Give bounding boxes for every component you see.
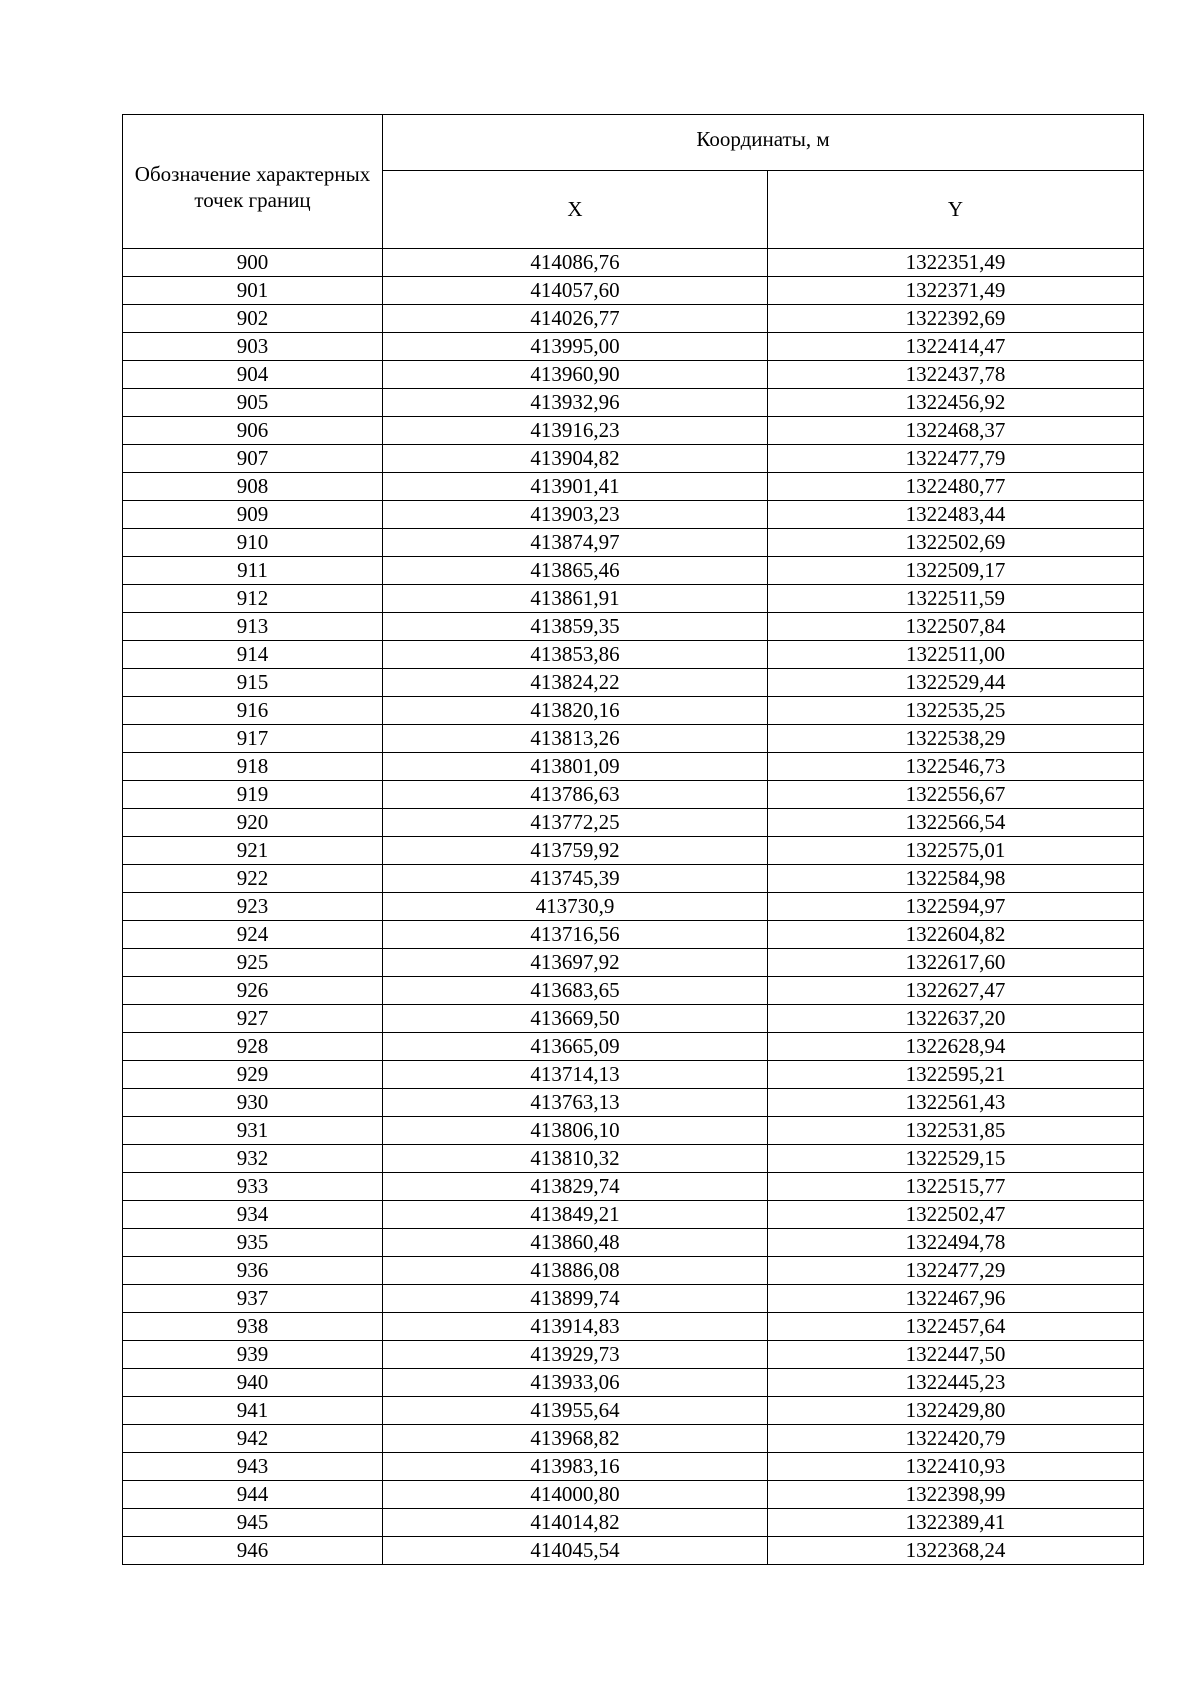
table-row bbox=[123, 1173, 1144, 1201]
y-coordinate-cell: 1322468,37 bbox=[768, 417, 1144, 445]
x-coordinate-cell: 413983,16 bbox=[383, 1453, 768, 1481]
x-coordinate-cell: 413853,86 bbox=[383, 641, 768, 669]
y-coordinate-cell: 1322529,44 bbox=[768, 669, 1144, 697]
point-cell: 907 bbox=[123, 445, 383, 473]
x-coordinate-cell: 413786,63 bbox=[383, 781, 768, 809]
table-row bbox=[123, 1285, 1144, 1313]
y-coordinate-cell: 1322483,44 bbox=[768, 501, 1144, 529]
x-coordinate-cell: 413933,06 bbox=[383, 1369, 768, 1397]
point-cell: 909 bbox=[123, 501, 383, 529]
table-row bbox=[123, 1061, 1144, 1089]
x-coordinate-cell: 413745,39 bbox=[383, 865, 768, 893]
table-row bbox=[123, 361, 1144, 389]
point-cell: 922 bbox=[123, 865, 383, 893]
table-row bbox=[123, 249, 1144, 277]
table-row bbox=[123, 1033, 1144, 1061]
table-row bbox=[123, 809, 1144, 837]
y-coordinate-cell: 1322535,25 bbox=[768, 697, 1144, 725]
x-coordinate-cell: 413904,82 bbox=[383, 445, 768, 473]
table-row bbox=[123, 1089, 1144, 1117]
x-coordinate-cell: 413968,82 bbox=[383, 1425, 768, 1453]
x-coordinate-cell: 413886,08 bbox=[383, 1257, 768, 1285]
point-cell: 917 bbox=[123, 725, 383, 753]
y-coordinate-cell: 1322628,94 bbox=[768, 1033, 1144, 1061]
point-cell: 914 bbox=[123, 641, 383, 669]
x-coordinate-cell: 413806,10 bbox=[383, 1117, 768, 1145]
point-cell: 923 bbox=[123, 893, 383, 921]
x-coordinate-cell: 413859,35 bbox=[383, 613, 768, 641]
point-cell: 906 bbox=[123, 417, 383, 445]
y-coordinate-cell: 1322594,97 bbox=[768, 893, 1144, 921]
point-cell: 919 bbox=[123, 781, 383, 809]
x-coordinate-cell: 413901,41 bbox=[383, 473, 768, 501]
x-coordinate-cell: 413801,09 bbox=[383, 753, 768, 781]
point-cell: 929 bbox=[123, 1061, 383, 1089]
y-coordinate-cell: 1322447,50 bbox=[768, 1341, 1144, 1369]
point-cell: 931 bbox=[123, 1117, 383, 1145]
x-coordinate-cell: 413813,26 bbox=[383, 725, 768, 753]
y-coordinate-cell: 1322529,15 bbox=[768, 1145, 1144, 1173]
point-cell: 933 bbox=[123, 1173, 383, 1201]
table-row bbox=[123, 893, 1144, 921]
point-cell: 930 bbox=[123, 1089, 383, 1117]
point-cell: 910 bbox=[123, 529, 383, 557]
table-row bbox=[123, 865, 1144, 893]
y-coordinate-cell: 1322617,60 bbox=[768, 949, 1144, 977]
x-coordinate-cell: 413955,64 bbox=[383, 1397, 768, 1425]
table-row bbox=[123, 305, 1144, 333]
y-coordinate-cell: 1322445,23 bbox=[768, 1369, 1144, 1397]
y-coordinate-cell: 1322420,79 bbox=[768, 1425, 1144, 1453]
point-cell: 904 bbox=[123, 361, 383, 389]
x-coordinate-cell: 413849,21 bbox=[383, 1201, 768, 1229]
point-cell: 900 bbox=[123, 249, 383, 277]
table-row bbox=[123, 585, 1144, 613]
point-cell: 938 bbox=[123, 1313, 383, 1341]
x-coordinate-cell: 413759,92 bbox=[383, 837, 768, 865]
table-row bbox=[123, 641, 1144, 669]
table-row bbox=[123, 1509, 1144, 1537]
table-row bbox=[123, 1257, 1144, 1285]
y-coordinate-cell: 1322371,49 bbox=[768, 277, 1144, 305]
y-coordinate-cell: 1322351,49 bbox=[768, 249, 1144, 277]
x-coordinate-cell: 413824,22 bbox=[383, 669, 768, 697]
table-row bbox=[123, 837, 1144, 865]
y-coordinate-cell: 1322507,84 bbox=[768, 613, 1144, 641]
point-cell: 928 bbox=[123, 1033, 383, 1061]
y-coordinate-cell: 1322467,96 bbox=[768, 1285, 1144, 1313]
y-column-header: Y bbox=[768, 170, 1144, 248]
point-cell: 927 bbox=[123, 1005, 383, 1033]
x-coordinate-cell: 413995,00 bbox=[383, 333, 768, 361]
table-row bbox=[123, 277, 1144, 305]
x-coordinate-cell: 413861,91 bbox=[383, 585, 768, 613]
y-coordinate-cell: 1322627,47 bbox=[768, 977, 1144, 1005]
table-row bbox=[123, 669, 1144, 697]
x-coordinate-cell: 413960,90 bbox=[383, 361, 768, 389]
table-row bbox=[123, 949, 1144, 977]
y-coordinate-cell: 1322398,99 bbox=[768, 1481, 1144, 1509]
table-row bbox=[123, 725, 1144, 753]
table-body bbox=[123, 115, 1144, 1565]
table-row bbox=[123, 781, 1144, 809]
y-coordinate-cell: 1322604,82 bbox=[768, 921, 1144, 949]
x-coordinate-cell: 413914,83 bbox=[383, 1313, 768, 1341]
table-row bbox=[123, 333, 1144, 361]
point-cell: 921 bbox=[123, 837, 383, 865]
point-cell: 915 bbox=[123, 669, 383, 697]
y-coordinate-cell: 1322511,59 bbox=[768, 585, 1144, 613]
y-coordinate-cell: 1322392,69 bbox=[768, 305, 1144, 333]
y-coordinate-cell: 1322480,77 bbox=[768, 473, 1144, 501]
table-row bbox=[123, 389, 1144, 417]
x-coordinate-cell: 413820,16 bbox=[383, 697, 768, 725]
x-coordinate-cell: 413810,32 bbox=[383, 1145, 768, 1173]
x-coordinate-cell: 413929,73 bbox=[383, 1341, 768, 1369]
table-row bbox=[123, 1313, 1144, 1341]
x-coordinate-cell: 413683,65 bbox=[383, 977, 768, 1005]
point-cell: 943 bbox=[123, 1453, 383, 1481]
x-coordinate-cell: 413669,50 bbox=[383, 1005, 768, 1033]
x-coordinate-cell: 414014,82 bbox=[383, 1509, 768, 1537]
x-coordinate-cell: 413697,92 bbox=[383, 949, 768, 977]
y-coordinate-cell: 1322502,47 bbox=[768, 1201, 1144, 1229]
table-row bbox=[123, 613, 1144, 641]
y-coordinate-cell: 1322561,43 bbox=[768, 1089, 1144, 1117]
header-row-1 bbox=[123, 115, 1144, 171]
y-coordinate-cell: 1322456,92 bbox=[768, 389, 1144, 417]
table-row bbox=[123, 1537, 1144, 1565]
x-coordinate-cell: 414000,80 bbox=[383, 1481, 768, 1509]
x-coordinate-cell: 413916,23 bbox=[383, 417, 768, 445]
x-coordinate-cell: 413903,23 bbox=[383, 501, 768, 529]
point-cell: 937 bbox=[123, 1285, 383, 1313]
point-cell: 924 bbox=[123, 921, 383, 949]
x-coordinate-cell: 414086,76 bbox=[383, 249, 768, 277]
x-coordinate-cell: 413932,96 bbox=[383, 389, 768, 417]
point-cell: 942 bbox=[123, 1425, 383, 1453]
y-coordinate-cell: 1322368,24 bbox=[768, 1537, 1144, 1565]
y-coordinate-cell: 1322477,29 bbox=[768, 1257, 1144, 1285]
y-coordinate-cell: 1322511,00 bbox=[768, 641, 1144, 669]
x-coordinate-cell: 413716,56 bbox=[383, 921, 768, 949]
table-row bbox=[123, 473, 1144, 501]
y-coordinate-cell: 1322531,85 bbox=[768, 1117, 1144, 1145]
y-coordinate-cell: 1322437,78 bbox=[768, 361, 1144, 389]
y-coordinate-cell: 1322538,29 bbox=[768, 725, 1144, 753]
coordinates-table bbox=[122, 114, 1144, 1565]
y-coordinate-cell: 1322410,93 bbox=[768, 1453, 1144, 1481]
y-coordinate-cell: 1322389,41 bbox=[768, 1509, 1144, 1537]
x-coordinate-cell: 414045,54 bbox=[383, 1537, 768, 1565]
point-cell: 908 bbox=[123, 473, 383, 501]
table-row bbox=[123, 1341, 1144, 1369]
x-coordinate-cell: 413763,13 bbox=[383, 1089, 768, 1117]
table-row bbox=[123, 1481, 1144, 1509]
table-row bbox=[123, 977, 1144, 1005]
point-cell: 946 bbox=[123, 1537, 383, 1565]
coordinates-header: Координаты, м bbox=[383, 115, 1144, 171]
table-row bbox=[123, 697, 1144, 725]
point-cell: 918 bbox=[123, 753, 383, 781]
table-row bbox=[123, 1145, 1144, 1173]
point-cell: 939 bbox=[123, 1341, 383, 1369]
point-cell: 902 bbox=[123, 305, 383, 333]
x-coordinate-cell: 413860,48 bbox=[383, 1229, 768, 1257]
y-coordinate-cell: 1322637,20 bbox=[768, 1005, 1144, 1033]
table-row bbox=[123, 1369, 1144, 1397]
point-cell: 932 bbox=[123, 1145, 383, 1173]
y-coordinate-cell: 1322595,21 bbox=[768, 1061, 1144, 1089]
point-cell: 935 bbox=[123, 1229, 383, 1257]
table-row bbox=[123, 1453, 1144, 1481]
table-row bbox=[123, 1425, 1144, 1453]
y-coordinate-cell: 1322457,64 bbox=[768, 1313, 1144, 1341]
table-row bbox=[123, 445, 1144, 473]
table-row bbox=[123, 1117, 1144, 1145]
point-cell: 936 bbox=[123, 1257, 383, 1285]
x-coordinate-cell: 413865,46 bbox=[383, 557, 768, 585]
y-coordinate-cell: 1322429,80 bbox=[768, 1397, 1144, 1425]
x-coordinate-cell: 414057,60 bbox=[383, 277, 768, 305]
point-cell: 903 bbox=[123, 333, 383, 361]
point-cell: 940 bbox=[123, 1369, 383, 1397]
x-coordinate-cell: 414026,77 bbox=[383, 305, 768, 333]
table-row bbox=[123, 501, 1144, 529]
point-column-header: Обозначение характерных точек границ bbox=[123, 115, 383, 249]
point-cell: 911 bbox=[123, 557, 383, 585]
x-column-header: X bbox=[383, 170, 768, 248]
y-coordinate-cell: 1322575,01 bbox=[768, 837, 1144, 865]
point-cell: 941 bbox=[123, 1397, 383, 1425]
table-row bbox=[123, 1397, 1144, 1425]
point-cell: 901 bbox=[123, 277, 383, 305]
x-coordinate-cell: 413772,25 bbox=[383, 809, 768, 837]
table-row bbox=[123, 753, 1144, 781]
y-coordinate-cell: 1322584,98 bbox=[768, 865, 1144, 893]
point-cell: 920 bbox=[123, 809, 383, 837]
point-cell: 925 bbox=[123, 949, 383, 977]
x-coordinate-cell: 413665,09 bbox=[383, 1033, 768, 1061]
point-cell: 926 bbox=[123, 977, 383, 1005]
y-coordinate-cell: 1322556,67 bbox=[768, 781, 1144, 809]
table-row bbox=[123, 921, 1144, 949]
x-coordinate-cell: 413730,9 bbox=[383, 893, 768, 921]
y-coordinate-cell: 1322502,69 bbox=[768, 529, 1144, 557]
y-coordinate-cell: 1322515,77 bbox=[768, 1173, 1144, 1201]
point-cell: 913 bbox=[123, 613, 383, 641]
table-row bbox=[123, 1201, 1144, 1229]
point-cell: 944 bbox=[123, 1481, 383, 1509]
point-cell: 945 bbox=[123, 1509, 383, 1537]
y-coordinate-cell: 1322566,54 bbox=[768, 809, 1144, 837]
table-row bbox=[123, 1005, 1144, 1033]
table-row bbox=[123, 417, 1144, 445]
x-coordinate-cell: 413829,74 bbox=[383, 1173, 768, 1201]
x-coordinate-cell: 413874,97 bbox=[383, 529, 768, 557]
y-coordinate-cell: 1322414,47 bbox=[768, 333, 1144, 361]
x-coordinate-cell: 413714,13 bbox=[383, 1061, 768, 1089]
point-cell: 916 bbox=[123, 697, 383, 725]
point-cell: 934 bbox=[123, 1201, 383, 1229]
table-row bbox=[123, 1229, 1144, 1257]
y-coordinate-cell: 1322509,17 bbox=[768, 557, 1144, 585]
table-row bbox=[123, 529, 1144, 557]
x-coordinate-cell: 413899,74 bbox=[383, 1285, 768, 1313]
point-cell: 912 bbox=[123, 585, 383, 613]
table-row bbox=[123, 557, 1144, 585]
y-coordinate-cell: 1322494,78 bbox=[768, 1229, 1144, 1257]
y-coordinate-cell: 1322477,79 bbox=[768, 445, 1144, 473]
y-coordinate-cell: 1322546,73 bbox=[768, 753, 1144, 781]
point-cell: 905 bbox=[123, 389, 383, 417]
